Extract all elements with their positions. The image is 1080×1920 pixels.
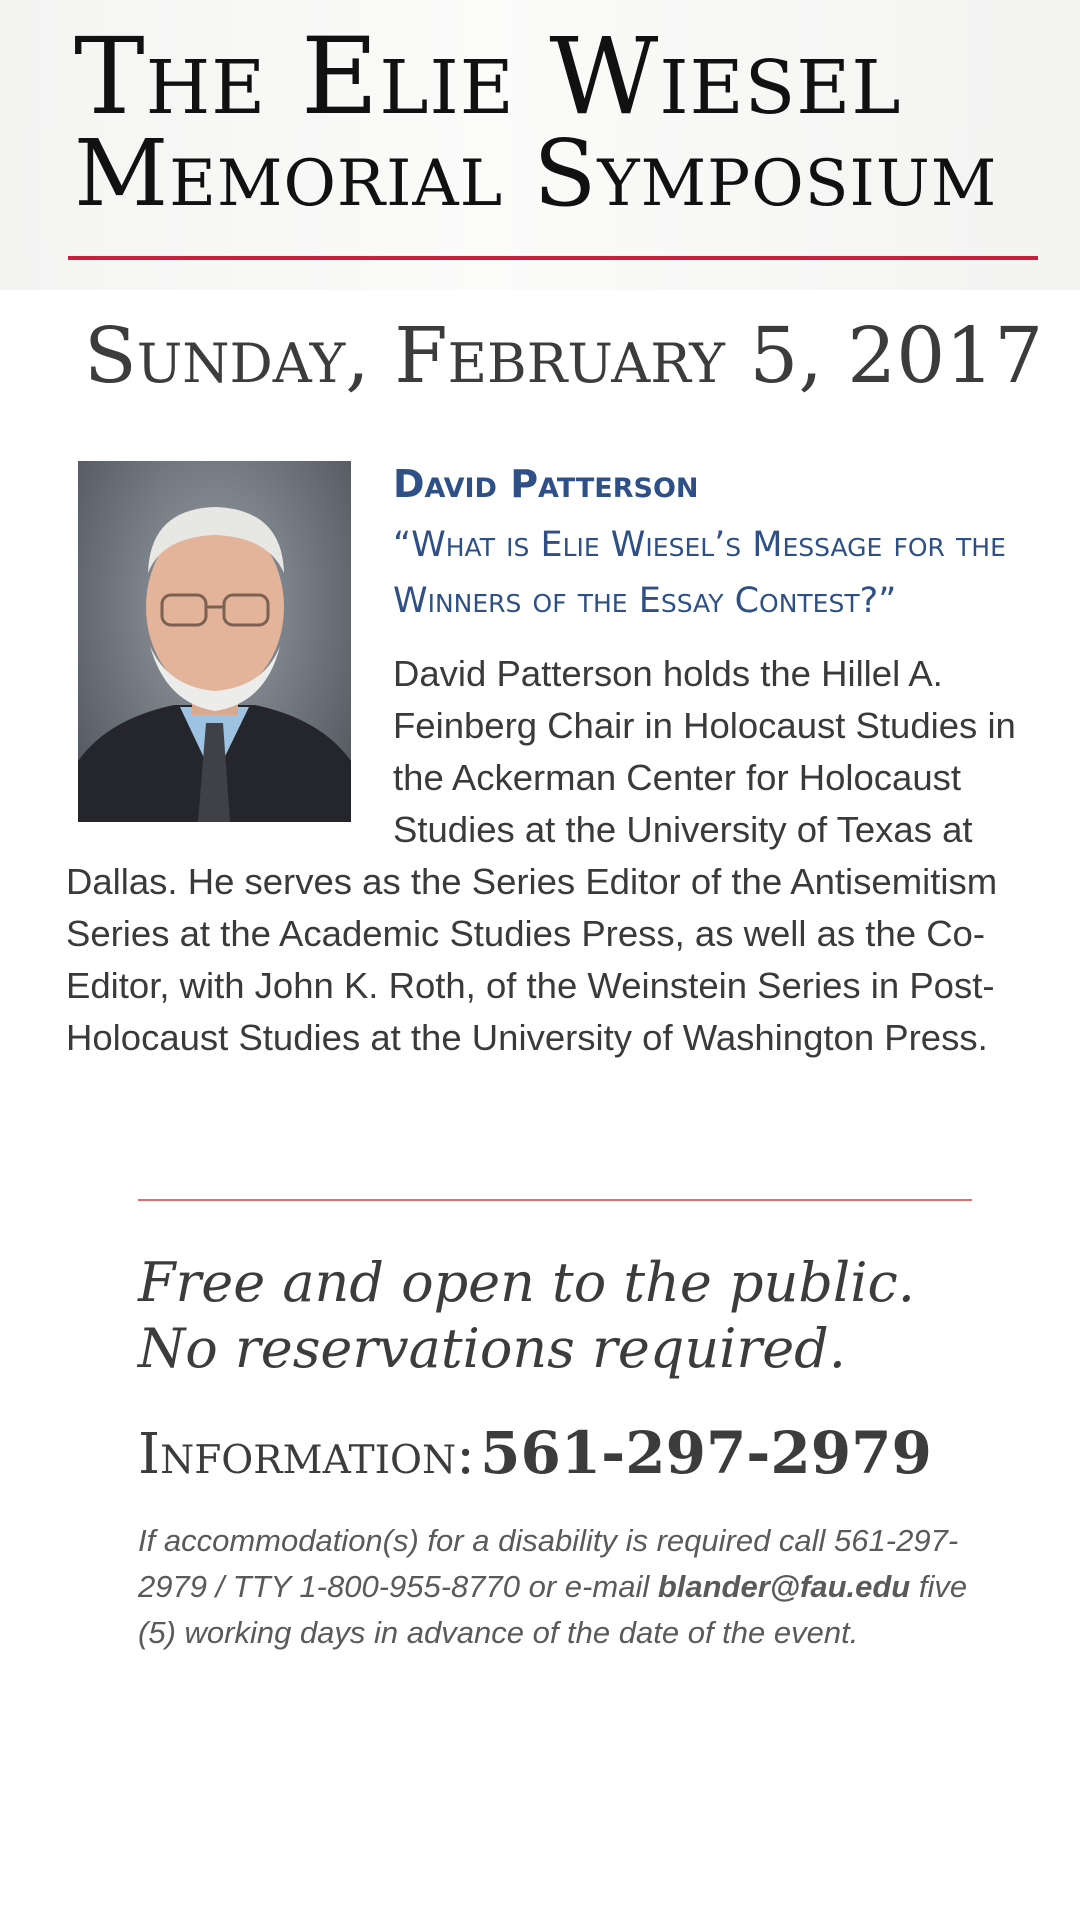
bio-photo-spacer <box>66 648 393 856</box>
public-note <box>138 1250 1038 1382</box>
accessibility-text-before: If accommodation(s) for a disability is required call 561-297-2979 / TTY 1-800-955-8770 or e-mail <box>138 1523 959 1604</box>
accessibility-note <box>138 1518 968 1656</box>
title-line-2: Memorial Symposium <box>74 120 998 227</box>
speaker-name: David Patterson <box>393 462 699 506</box>
bio-text: David Patterson holds the Hillel A. Feinberg Chair in Holocaust Studies in the Ackerman Center for Holocaust Studies at the University of Texas at Dallas. He serves as the Series Editor of the Antisemitism Series at the Academic Studies Press, as well as the Co-Editor, with John K. Roth, of the Weinstein Series in Post-Holocaust Studies at the University of Washington Press. <box>66 653 1016 1058</box>
contact-email: blander@fau.edu <box>657 1569 911 1604</box>
information-label: Information: <box>138 1422 475 1487</box>
information-line <box>138 1419 932 1487</box>
title-line-1: The Elie Wiesel <box>74 15 902 138</box>
header-banner <box>0 0 1080 290</box>
speaker-bio <box>66 648 1026 1064</box>
public-note-line-1: Free and open to the public. <box>138 1251 915 1314</box>
header-divider <box>68 256 1038 260</box>
information-phone: 561-297-2979 <box>480 1419 932 1487</box>
talk-title: “What is Elie Wiesel’s Message for the Winners of the Essay Contest?” <box>393 525 1006 621</box>
public-note-line-2: No reservations required. <box>138 1317 846 1380</box>
section-divider <box>138 1199 972 1201</box>
event-date: Sunday, February 5, 2017 <box>84 312 1044 401</box>
accessibility-text-after: five (5) working days in advance of the date of the event. <box>138 1569 968 1650</box>
